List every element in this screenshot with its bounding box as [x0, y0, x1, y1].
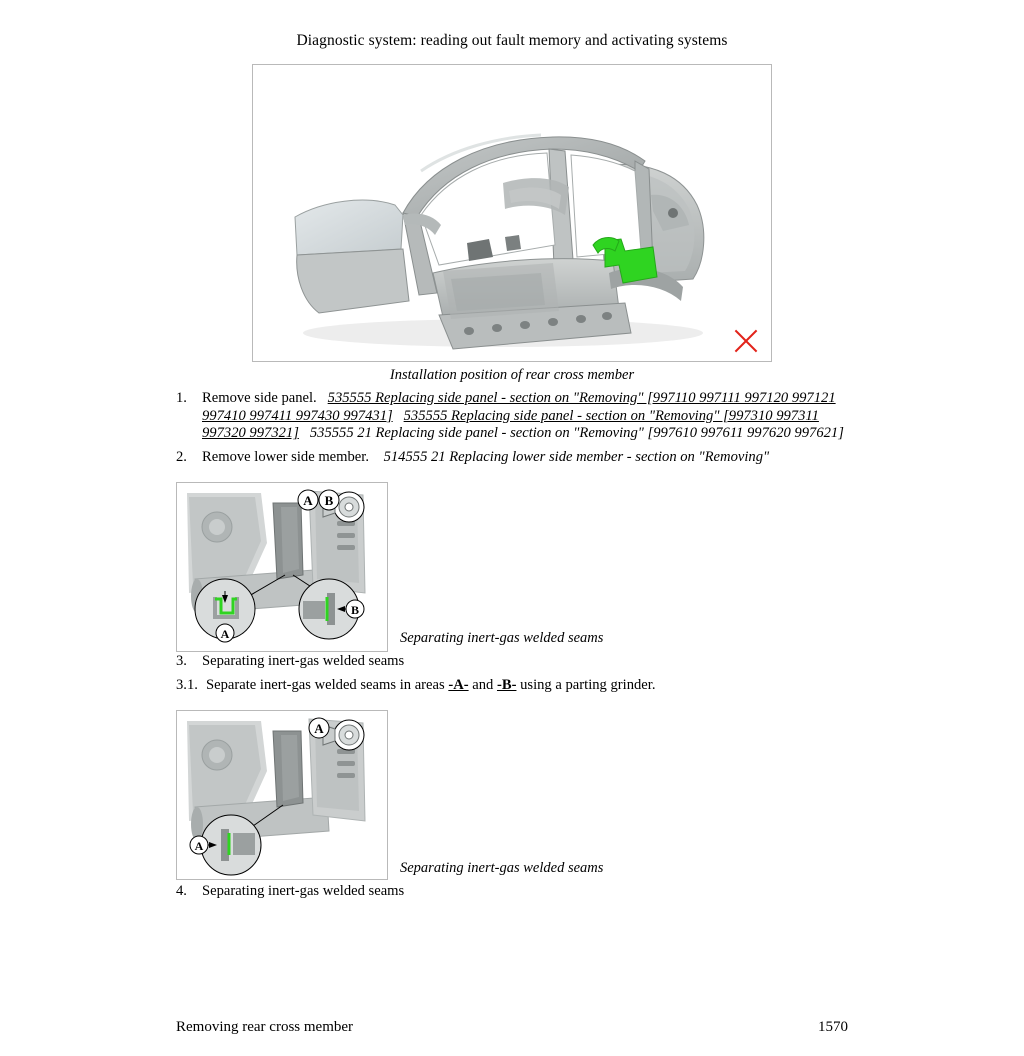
list-item — [0, 449, 1024, 467]
list-item — [0, 677, 1024, 695]
step-body — [202, 449, 844, 467]
page-number: 1570 — [818, 1019, 848, 1035]
step-body — [202, 390, 844, 443]
step-number: 4. — [176, 883, 187, 899]
step-number: 2. — [176, 448, 187, 465]
figure-welded-seams-ab — [176, 482, 388, 652]
step-number: 1. — [176, 390, 187, 406]
step-reference-link[interactable]: 535555 Replacing side panel - section on "Removing" [997110 997111 997120 997121 997410 997411 997430 997431] — [202, 390, 836, 424]
step-reference: 514555 21 Replacing lower side member - section on "Removing" — [383, 448, 770, 465]
figure-3-caption: Separating inert-gas welded seams — [400, 860, 604, 876]
list-item — [0, 653, 1024, 671]
step-reference-link[interactable]: 535555 Replacing side panel - section on "Removing" [997310 997311 997320 997321] — [202, 407, 819, 441]
figure-1-caption: Installation position of rear cross member — [389, 367, 635, 383]
step-text: Remove side panel. — [202, 390, 317, 406]
page-title: Diagnostic system: reading out fault memory and activating systems — [296, 32, 728, 49]
document-page — [0, 32, 1024, 1056]
figure-welded-seams-a — [176, 710, 388, 880]
figure-body-shell — [252, 64, 772, 362]
step-text: Separating inert-gas welded seams — [202, 653, 405, 669]
step-number: 3.1. — [176, 676, 198, 693]
area-label-a: -A- — [448, 676, 469, 693]
step-text-middle: and — [472, 676, 494, 693]
step-body — [206, 677, 844, 695]
figure-2-caption: Separating inert-gas welded seams — [400, 630, 604, 646]
svg-text:A: A — [303, 493, 313, 508]
svg-text:B: B — [324, 493, 334, 508]
step-text: Remove lower side member. — [202, 448, 369, 465]
step-text-after: using a parting grinder. — [520, 676, 656, 693]
body-shell-photo — [253, 65, 771, 361]
svg-text:A: A — [220, 627, 230, 641]
list-item — [0, 390, 1024, 443]
list-item — [0, 883, 1024, 901]
steps-list — [0, 390, 1024, 466]
steps-list-2 — [0, 653, 1024, 694]
red-x-icon — [731, 325, 761, 355]
svg-text:B: B — [350, 603, 360, 617]
steps-list-3 — [0, 883, 1024, 901]
page-footer — [176, 1019, 848, 1036]
svg-text:A: A — [194, 839, 204, 853]
step-text-before: Separate inert-gas welded seams in areas — [206, 676, 445, 693]
step-text: Separating inert-gas welded seams — [202, 883, 405, 899]
svg-text:A: A — [314, 721, 324, 736]
step-reference: 535555 21 Replacing side panel - section on "Removing" [997610 997611 997620 997621] — [309, 425, 844, 441]
footer-section-title: Removing rear cross member — [176, 1019, 354, 1035]
area-label-b: -B- — [496, 676, 517, 693]
step-number: 3. — [176, 653, 187, 669]
